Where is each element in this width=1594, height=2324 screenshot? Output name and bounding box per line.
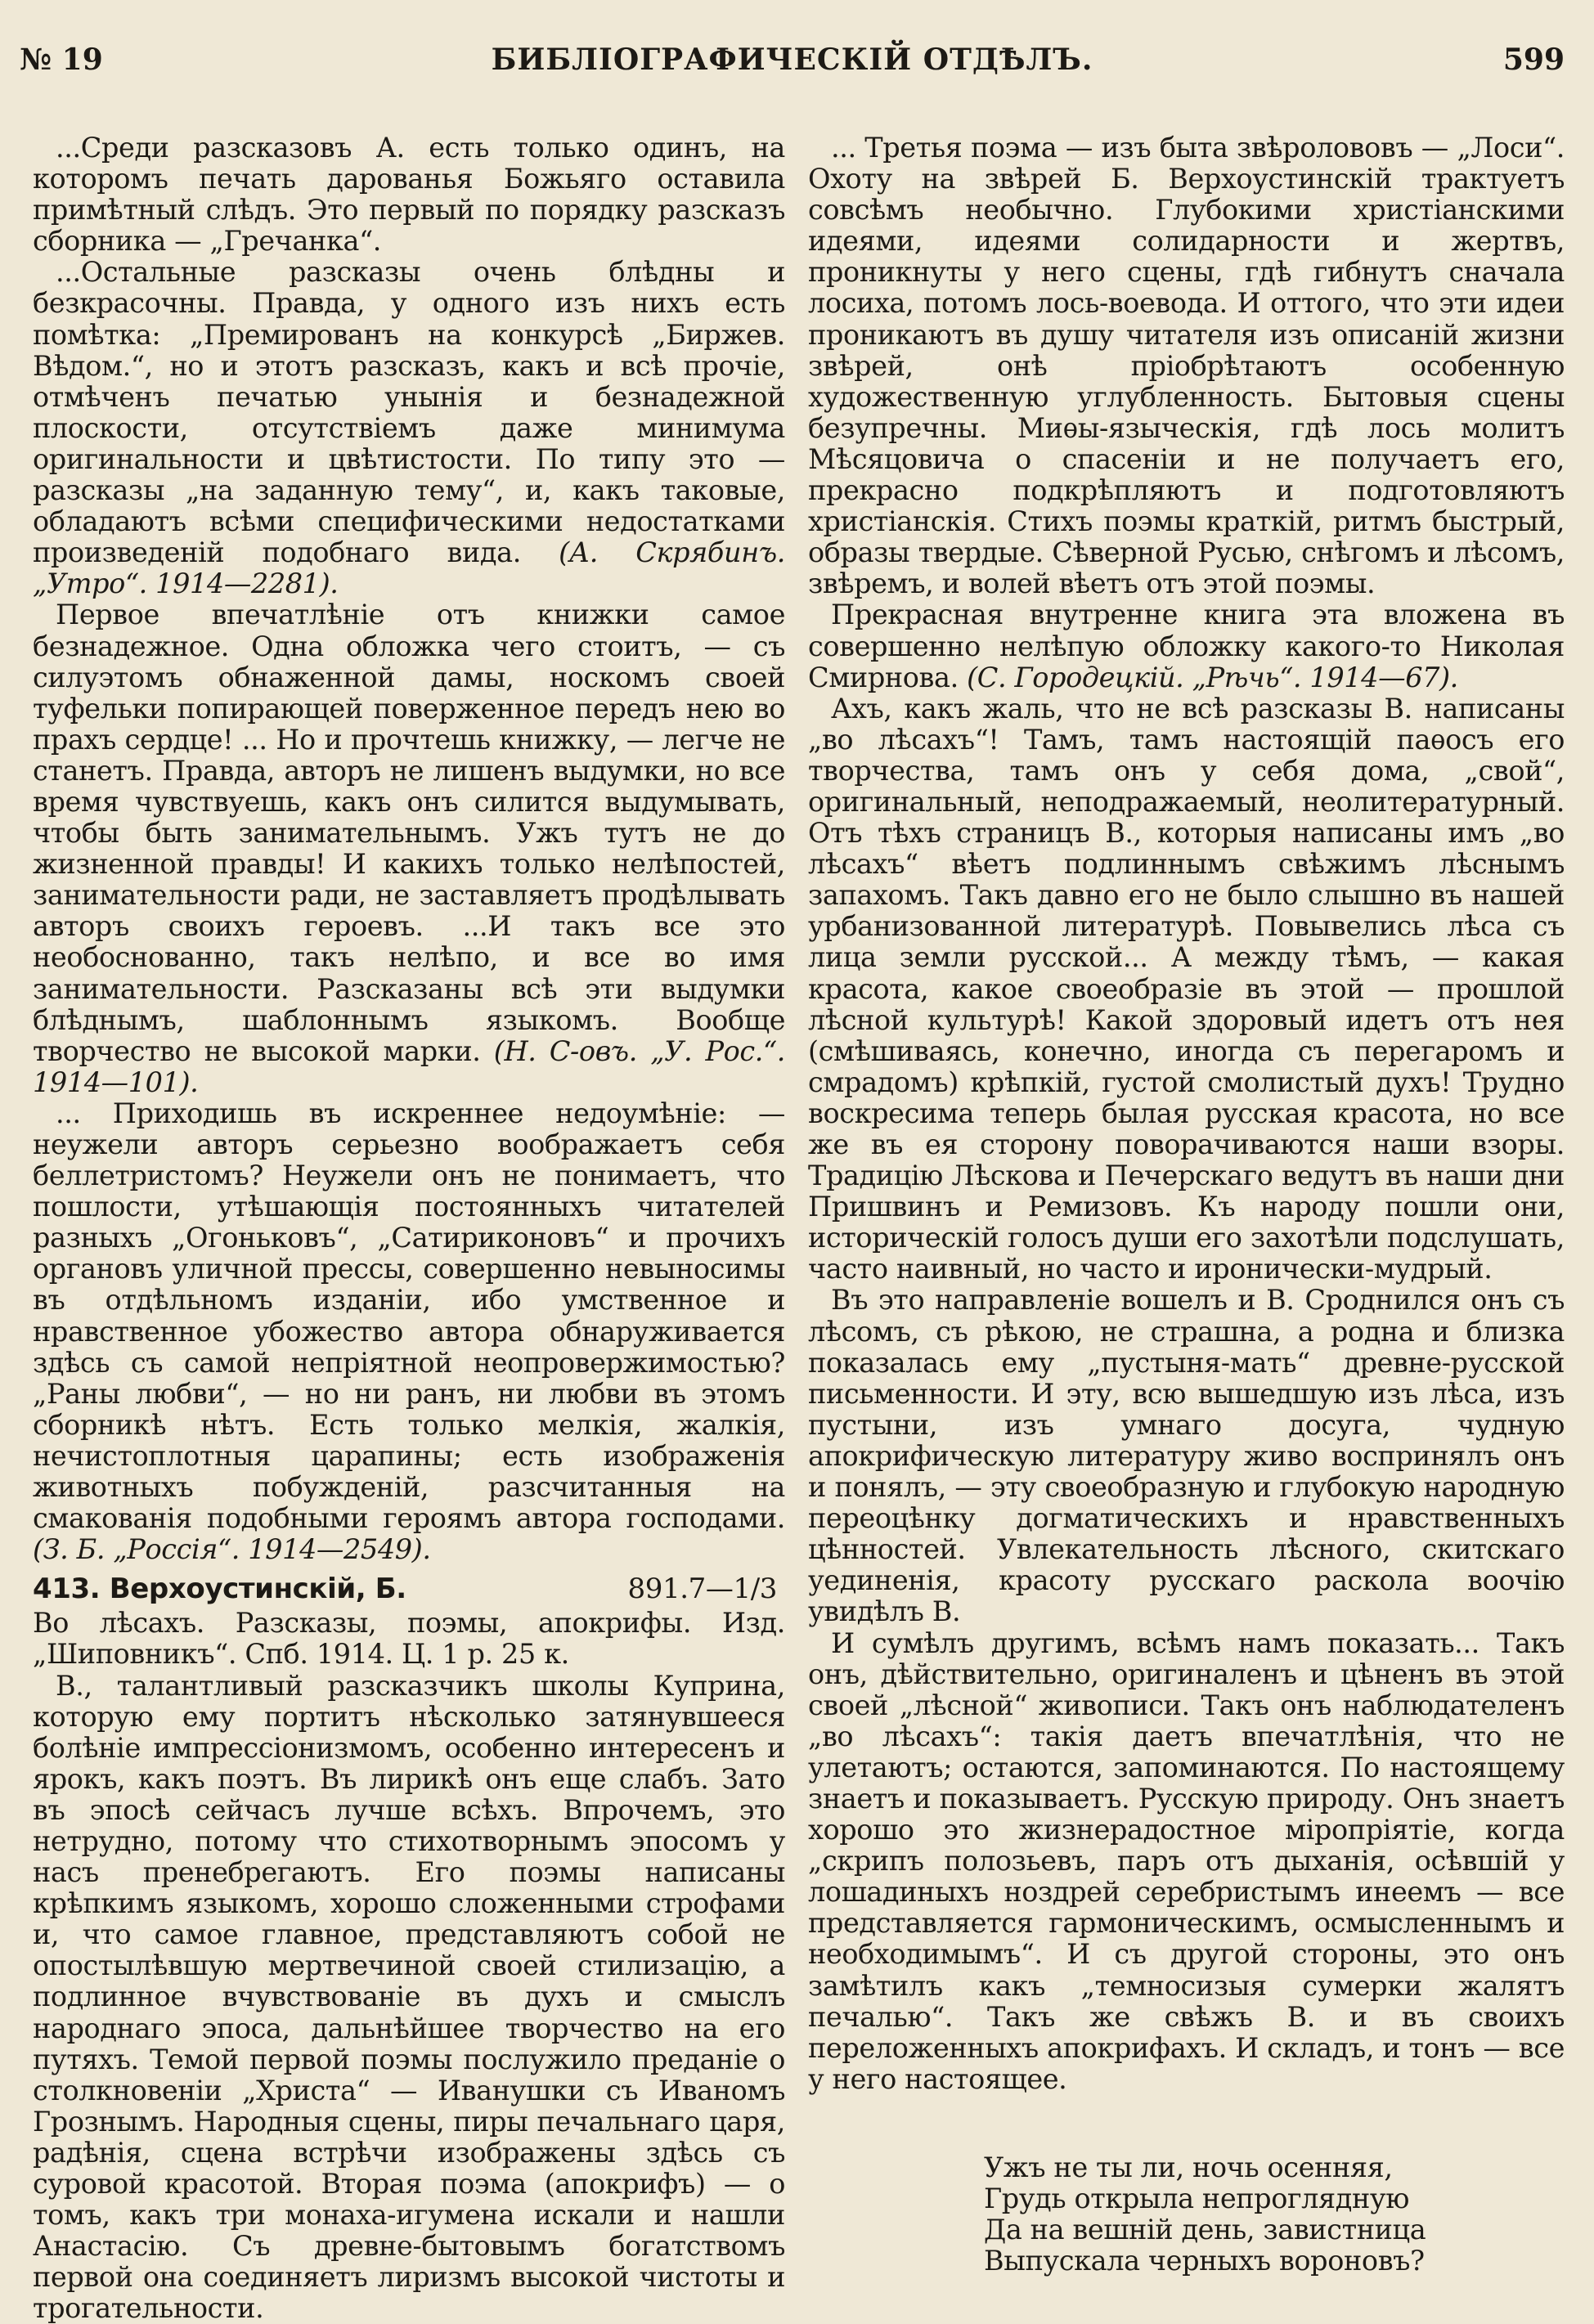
- entry-number-author: 413. Верхоустинскій, Б.: [33, 1570, 406, 1608]
- review-paragraph: В., талантливый разсказчикъ школы Куприна, которую ему портитъ нѣсколько затянувшееся болѣніе импрессіонизмомъ, особенно интересенъ и ярокъ, какъ поэтъ. Въ лирикѣ онъ еще слабъ. Зато въ эпосѣ сейчасъ лучше всѣхъ. Впрочемъ, это нетрудно, потому что стихотворнымъ эпосомъ у насъ пренебрегаютъ. Его поэмы написаны крѣпкимъ языкомъ, хорошо сложенными строфами и, что самое главное, представляютъ собой не опостылѣвшую мертвечиной своей стилизацію, а подлинное вчувствованіе въ духъ и смыслъ народнаго эпоса, дальнѣйшее творчество на его путяхъ. Темой первой поэмы послужило преданіе о столкновеніи „Христа“ — Иванушки съ Иваномъ Грознымъ. Народныя сцены, пиры печальнаго царя, радѣнія, сцена встрѣчи изображены здѣсь съ суровой красотой. Вторая поэма (апокрифъ) — о томъ, какъ три монаха-игумена искали и нашли Анастасію. Съ древне-бытовымъ богатствомъ первой она соединяетъ лиризмъ высокой чистоты и трогательности.: [33, 1671, 785, 2324]
- poem-line: Да на вешній день, завистница: [984, 2214, 1565, 2245]
- review-paragraph: ...Среди разсказовъ А. есть только одинъ, на которомъ печать дарованья Божьяго оставила примѣтный слѣдъ. Это первый по порядку разсказъ сборника — „Гречанка“.: [33, 132, 785, 257]
- review-paragraph: Ахъ, какъ жаль, что не всѣ разсказы В. написаны „во лѣсахъ“! Тамъ, тамъ настоящій паѳосъ его творчества, тамъ онъ у себя дома, „свой“, оригинальный, неподражаемый, неолитературный. Отъ тѣхъ страницъ В., которыя написаны имъ „во лѣсахъ“ вѣетъ подлиннымъ свѣжимъ лѣснымъ запахомъ. Такъ давно его не было слышно въ нашей урбанизованной литературѣ. Повывелись лѣса съ лица земли русской... А между тѣмъ, — какая красота, какое своеобразіе въ этой — прошлой лѣсной культурѣ! Какой здоровый идетъ отъ нея (смѣшиваясь, конечно, иногда съ перегаромъ и смрадомъ) крѣпкій, густой смолистый духъ! Трудно воскресима теперь былая русская красота, но все же въ ея сторону поворачиваются наши взоры. Традицію Лѣскова и Печерскаго ведутъ въ наши дни Пришвинъ и Ремизовъ. Къ народу пошли они, историческій голосъ души его захотѣли подслушать, часто наивный, но часто и иронически-мудрый.: [808, 693, 1565, 1285]
- citation: (З. Б. „Россія“. 1914—2549).: [33, 1533, 431, 1565]
- entry-classification: 891.7—1/3: [628, 1570, 785, 1608]
- citation: (А. Скрябинъ. „Утро“. 1914—2281).: [33, 536, 785, 599]
- citation: (Н. С-овъ. „У. Рос.“. 1914—101).: [33, 1035, 785, 1098]
- poem-line: Грудь открыла непроглядную: [984, 2183, 1565, 2214]
- issue-number: № 19: [20, 43, 103, 77]
- left-column: [33, 132, 785, 2308]
- page-number: 599: [1503, 43, 1565, 77]
- review-paragraph: Въ это направленіе вошелъ и В. Сроднился онъ съ лѣсомъ, съ рѣкою, не страшна, а родна и близка показалась ему „пустыня-мать“ древне-русской письменности. И эту, всю вышедшую изъ лѣса, изъ пустыни, изъ умнаго досуга, чудную апокрифическую литературу живо воспринялъ онъ и понялъ, — эту своеобразную и глубокую народную переоцѣнку догматическихъ и нравственныхъ цѣнностей. Увлекательность лѣсного, скитскаго уединенія, красоту русскаго раскола воочію увидѣлъ В.: [808, 1285, 1565, 1627]
- review-paragraph: И сумѣлъ другимъ, всѣмъ намъ показать... Такъ онъ, дѣйствительно, оригиналенъ и цѣненъ въ этой своей „лѣсной“ живописи. Такъ онъ наблюдателенъ „во лѣсахъ“: такія даетъ впечатлѣнія, что не улетаютъ; остаются, запоминаются. По настоящему знаетъ и показываетъ. Русскую природу. Онъ знаетъ хорошо это жизнерадостное міропріятіе, когда „скрипъ полозьевъ, паръ отъ дыханія, осѣвшій у лошадиныхъ ноздрей серебристымъ инеемъ — все представляется гармоническимъ, осмысленнымъ и необходимымъ“. И съ другой стороны, это онъ замѣтилъ какъ „темносизыя сумерки жалятъ печалью“. Такъ же свѣжъ В. и въ своихъ переложенныхъ апокрифахъ. И складъ, и тонъ — все у него настоящее.: [808, 1628, 1565, 2095]
- poem-line: Выпускала черныхъ вороновъ?: [984, 2245, 1565, 2277]
- page-header: [20, 43, 1565, 92]
- poem-quote: [984, 2152, 1565, 2277]
- review-paragraph: Прекрасная внутренне книга эта вложена въ совершенно нелѣпую обложку какого-то Николая Смирнова. (С. Городецкій. „Рѣчь“. 1914—67).: [808, 599, 1565, 693]
- review-paragraph: ...Остальные разсказы очень блѣдны и безкрасочны. Правда, у одного изъ нихъ есть помѣтка: „Премированъ на конкурсѣ „Биржев. Вѣдом.“, но и этотъ разсказъ, какъ и всѣ прочіе, отмѣченъ печатью унынія и безнадежной плоскости, отсутствіемъ даже минимума оригинальности и цвѣтистости. По типу это — разсказы „на заданную тему“, и, какъ таковые, обладаютъ всѣми специфическими недостатками произведеній подобнаго вида. (А. Скрябинъ. „Утро“. 1914—2281).: [33, 257, 785, 599]
- entry-title-line: Во лѣсахъ. Разсказы, поэмы, апокрифы. Изд. „Шиповникъ“. Спб. 1914. Ц. 1 р. 25 к.: [33, 1608, 785, 1670]
- review-paragraph: ... Третья поэма — изъ быта звѣролововъ — „Лоси“. Охоту на звѣрей Б. Верхоустинскій трактуетъ совсѣмъ необычно. Глубокими христіанскими идеями, идеями солидарности и жертвъ, проникнуты у него сцены, гдѣ гибнутъ сначала лосиха, потомъ лось-воевода. И оттого, что эти идеи проникаютъ въ душу читателя изъ описаній жизни звѣрей, онѣ пріобрѣтаютъ особенную художественную углубленность. Бытовыя сцены безупречны. Миѳы-языческія, гдѣ лось молитъ Мѣсяцовича о спасеніи и не получаетъ его, прекрасно подкрѣпляютъ и подготовляютъ христіанскія. Стихъ поэмы краткій, ритмъ быстрый, образы твердые. Сѣверной Русью, снѣгомъ и лѣсомъ, звѣремъ, и волей вѣетъ отъ этой поэмы.: [808, 132, 1565, 599]
- entry-heading: [33, 1570, 785, 1608]
- poem-line: Ужъ не ты ли, ночь осенняя,: [984, 2152, 1565, 2183]
- citation: (С. Городецкій. „Рѣчь“. 1914—67).: [967, 662, 1458, 693]
- section-title: БИБЛІОГРАФИЧЕСКІЙ ОТДѢЛЪ.: [20, 43, 1565, 77]
- right-column: [808, 132, 1565, 2308]
- review-paragraph: ... Приходишь въ искреннее недоумѣніе: — неужели авторъ серьезно воображаетъ себя беллетристомъ? Неужели онъ не понимаетъ, что пошлости, утѣшающія постоянныхъ читателей разныхъ „Огоньковъ“, „Сатириконовъ“ и прочихъ органовъ уличной прессы, совершенно невыносимы въ отдѣльномъ изданіи, ибо умственное и нравственное убожество автора обнаруживается здѣсь съ самой непріятной неопровержимостью? „Раны любви“, — но ни ранъ, ни любви въ этомъ сборникѣ нѣтъ. Есть только мелкія, жалкія, нечистоплотныя царапины; есть изображенія животныхъ побужденій, разсчитанныя на смакованія подобными героямъ автора господами. (З. Б. „Россія“. 1914—2549).: [33, 1098, 785, 1565]
- review-paragraph: Первое впечатлѣніе отъ книжки самое безнадежное. Одна обложка чего стоитъ, — съ силуэтомъ обнаженной дамы, носкомъ своей туфельки попирающей поверженное передъ нею во прахъ сердце! ... Но и прочтешь книжку, — легче не станетъ. Правда, авторъ не лишенъ выдумки, но все время чувствуешь, какъ онъ силится выдумывать, чтобы быть занимательнымъ. Ужъ тутъ не до жизненной правды! И какихъ только нелѣпостей, занимательности ради, не заставляетъ продѣлывать авторъ своихъ героевъ. ...И такъ все это необоснованно, такъ нелѣпо, и все во имя занимательности. Разсказаны всѣ эти выдумки блѣднымъ, шаблоннымъ языкомъ. Вообще творчество не высокой марки. (Н. С-овъ. „У. Рос.“. 1914—101).: [33, 599, 785, 1098]
